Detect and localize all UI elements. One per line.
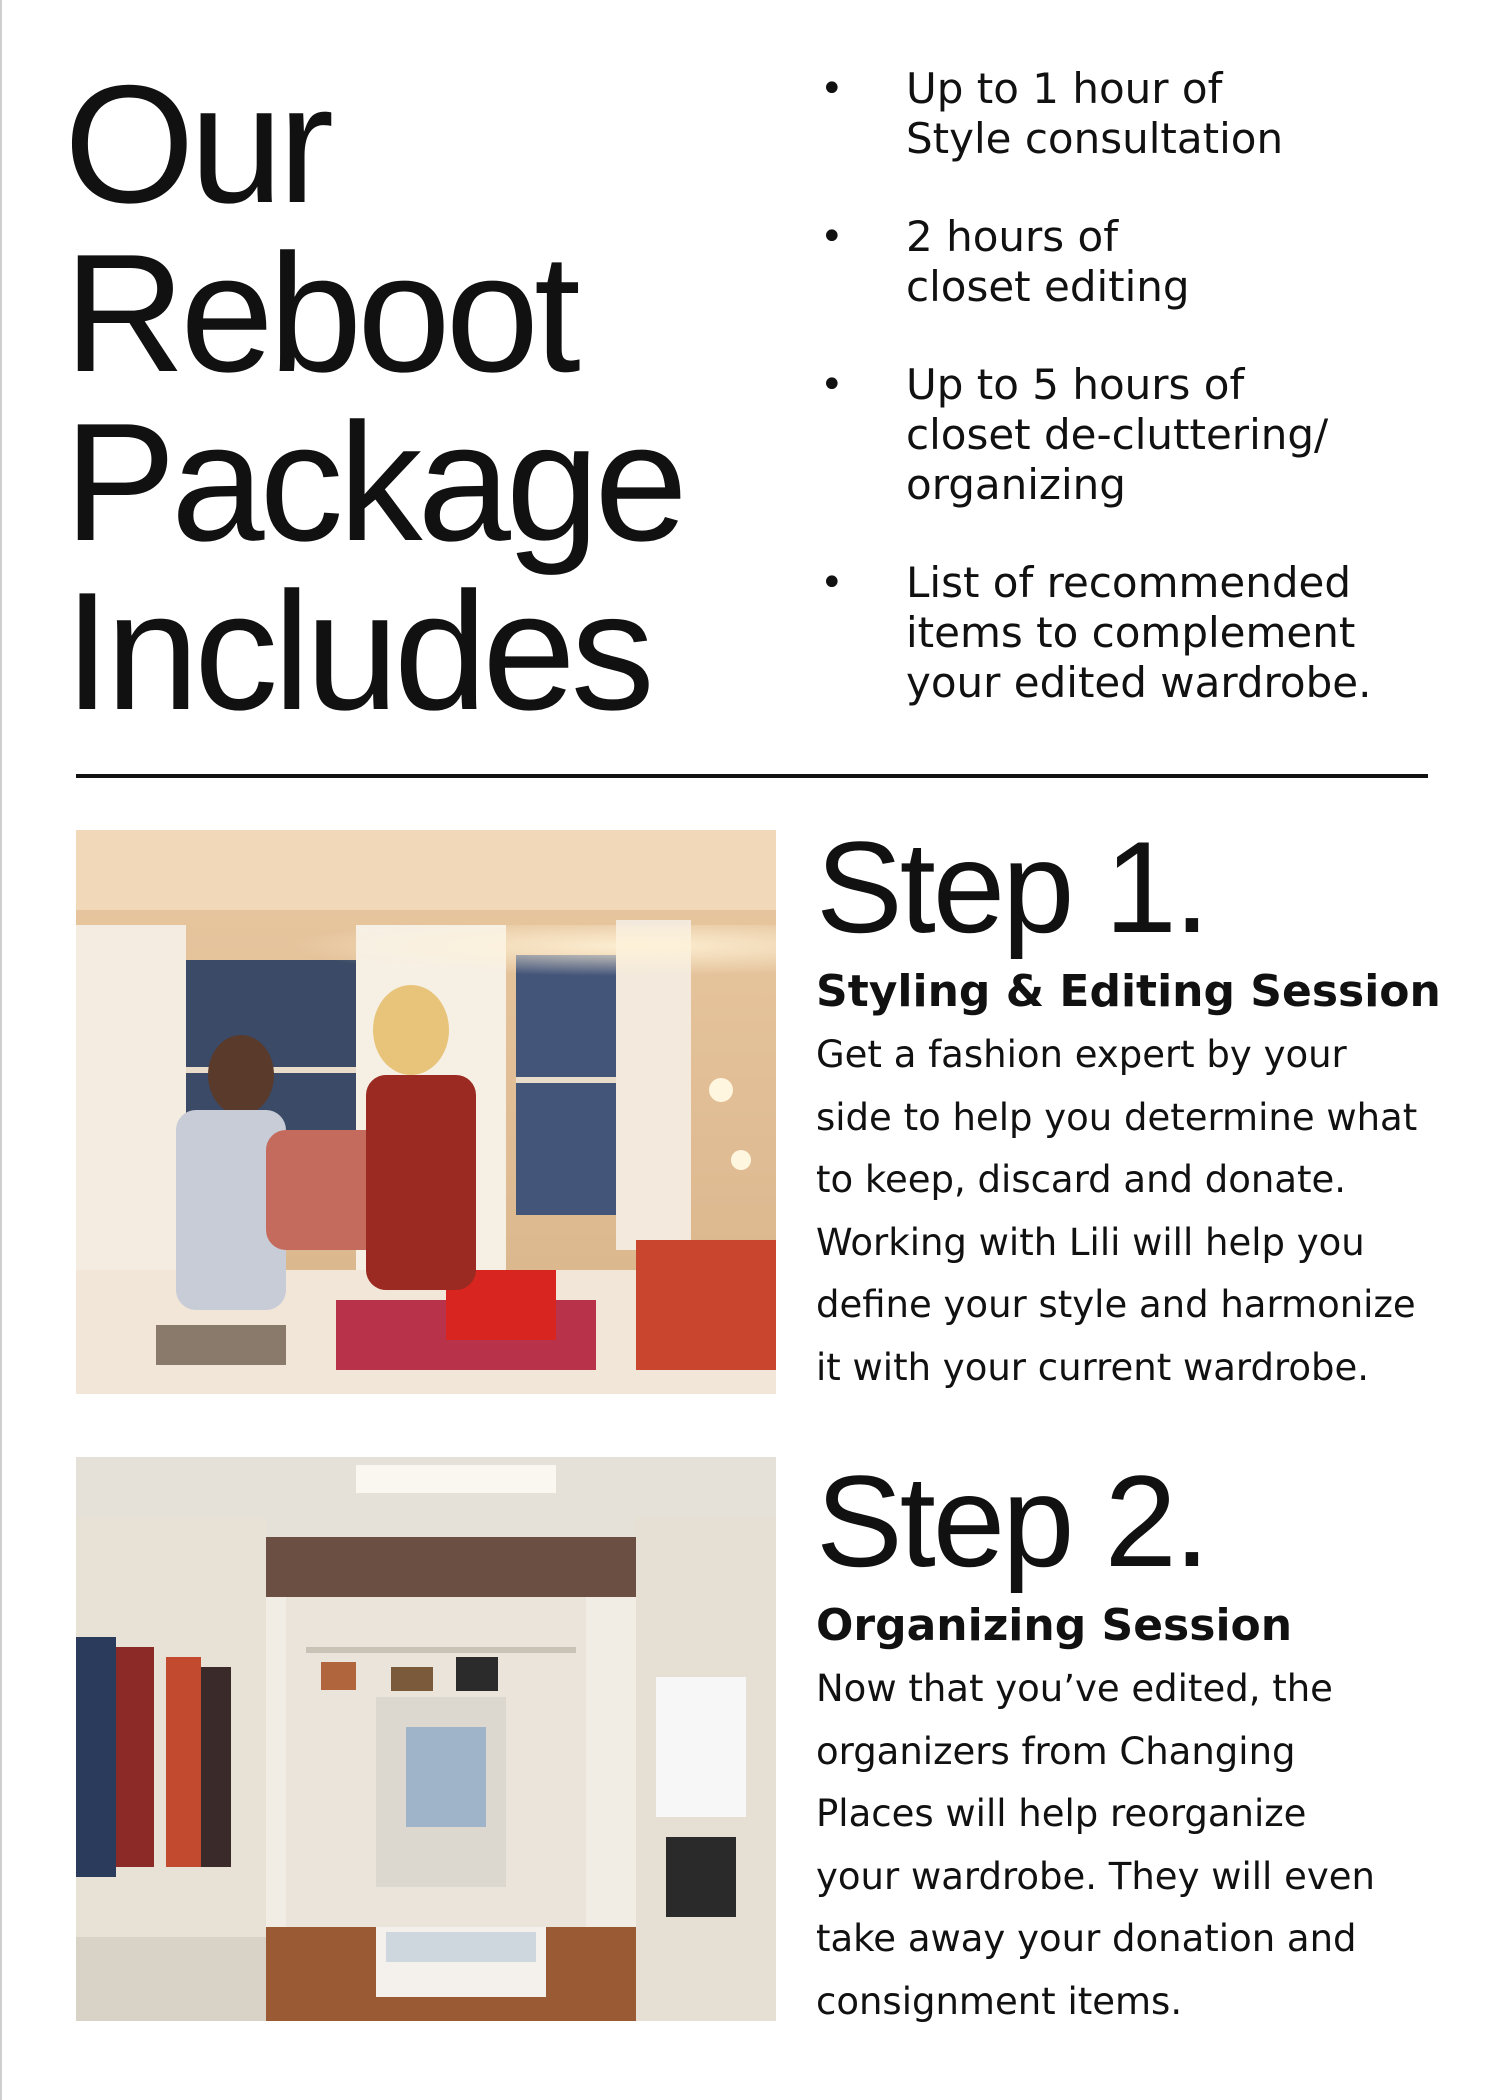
step-title: Step 1.	[816, 814, 1207, 960]
headline-line: Our	[64, 50, 330, 238]
step-2-section	[816, 1448, 1456, 2033]
step-subtitle: Styling & Editing Session	[816, 966, 1441, 1017]
list-item	[820, 558, 1470, 708]
page-edge-rule	[0, 0, 2, 2100]
step-1-section	[816, 814, 1456, 1399]
page-headline	[64, 50, 784, 745]
section-divider	[76, 774, 1428, 778]
list-item	[820, 360, 1470, 510]
list-item	[820, 64, 1470, 164]
bullet-icon: •	[820, 560, 844, 606]
headline-line: Package	[64, 388, 683, 576]
bullet-icon: •	[820, 362, 844, 408]
bullet-icon: •	[820, 66, 844, 112]
list-item-text: Up to 5 hours of closet de-cluttering/ organizing	[906, 360, 1329, 509]
list-item-text: Up to 1 hour of Style consultation	[906, 64, 1284, 163]
package-includes-list	[820, 64, 1470, 756]
headline-line: Reboot	[64, 219, 576, 407]
bullet-icon: •	[820, 214, 844, 260]
list-item-text: List of recommended items to complement your edited wardrobe.	[906, 558, 1372, 707]
step-title: Step 2.	[816, 1448, 1207, 1594]
walk-in-closet-photo	[76, 1457, 776, 2021]
step-description: Get a fashion expert by your side to help you determine what to keep, discard and donate. Working with Lili will help you define your style and harmonize it with your current wardrobe.	[816, 1033, 1418, 1389]
headline-line: Includes	[64, 557, 650, 745]
styling-session-photo	[76, 830, 776, 1394]
step-description: Now that you’ve edited, the organizers from Changing Places will help reorganize your wardrobe. They will even take away your donation and consignment items.	[816, 1667, 1375, 2023]
list-item-text: 2 hours of closet editing	[906, 212, 1190, 311]
step-subtitle: Organizing Session	[816, 1600, 1293, 1651]
list-item	[820, 212, 1470, 312]
